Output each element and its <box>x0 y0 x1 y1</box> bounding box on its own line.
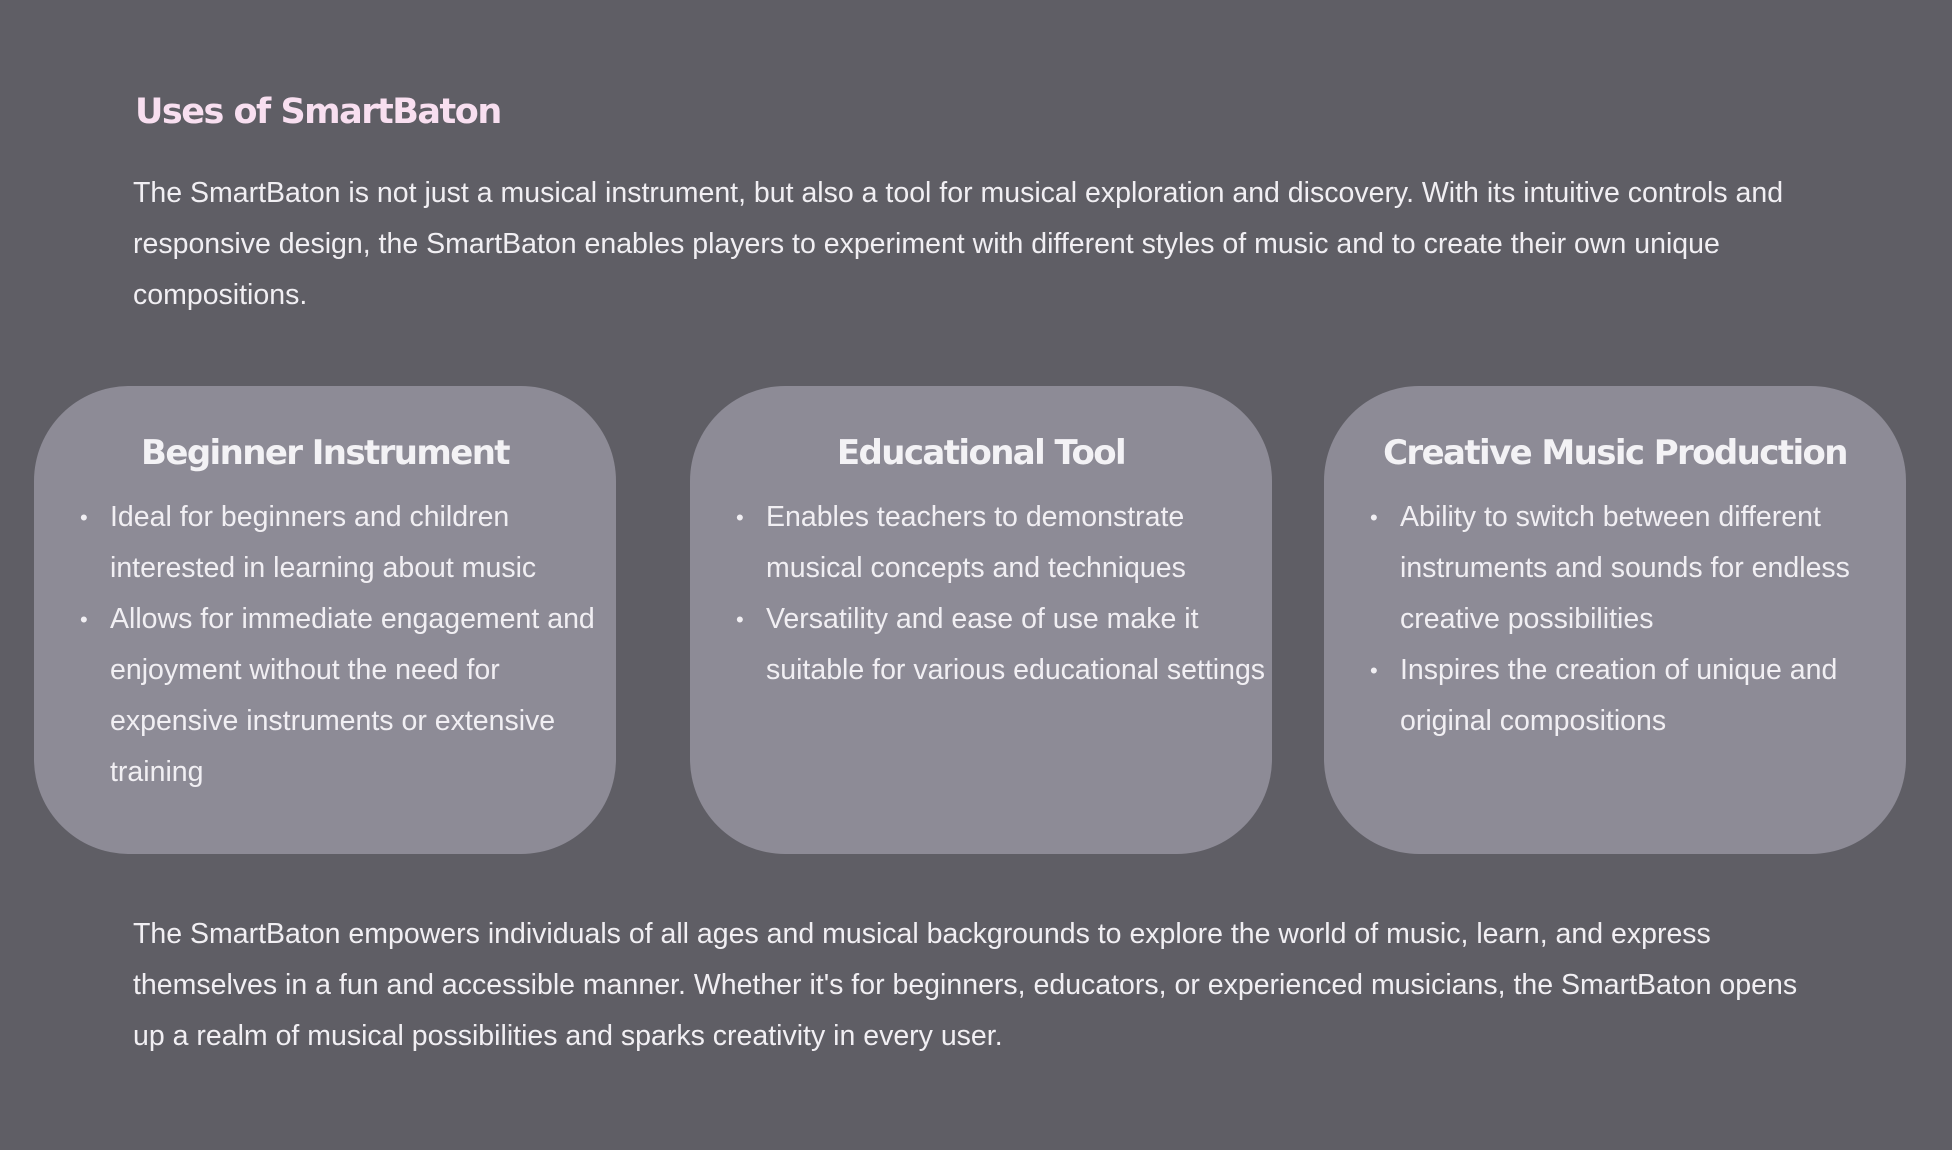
card-creative-music-production <box>1324 386 1906 854</box>
card-list <box>80 492 610 798</box>
list-item-text: Allows for immediate engagement and enjoyment without the need for expensive instruments or extensive training <box>110 603 595 788</box>
bullet-icon: • <box>736 607 744 632</box>
list-item-text: Enables teachers to demonstrate musical concepts and techniques <box>766 501 1186 584</box>
bullet-icon: • <box>80 607 88 632</box>
list-item <box>736 492 1266 594</box>
list-item <box>736 594 1266 696</box>
list-item-text: Inspires the creation of unique and original compositions <box>1400 654 1838 737</box>
bullet-icon: • <box>736 505 744 530</box>
list-item-text: Ideal for beginners and children interested in learning about music <box>110 501 537 584</box>
card-list <box>1370 492 1900 747</box>
closing-paragraph: The SmartBaton empowers individuals of all ages and musical backgrounds to explore the world of music, learn, and express themselves in a fun and accessible manner. Whether it's for beginners, educators, or experienced musicians, the SmartBaton opens up a realm of musical possibilities and sparks creativity in every user. <box>133 918 1798 1052</box>
list-item <box>1370 492 1900 645</box>
list-item <box>80 492 610 594</box>
list-item <box>80 594 610 798</box>
list-item-text: Versatility and ease of use make it suitable for various educational settings <box>766 603 1266 686</box>
intro-paragraph: The SmartBaton is not just a musical instrument, but also a tool for musical exploration and discovery. With its intuitive controls and responsive design, the SmartBaton enables players to experiment with different styles of music and to create their own unique compositions. <box>133 177 1784 311</box>
page-title: Uses of SmartBaton <box>135 92 501 132</box>
card-title: Educational Tool <box>836 433 1126 473</box>
card-title: Creative Music Production <box>1383 433 1847 473</box>
bullet-icon: • <box>80 505 88 530</box>
card-list <box>736 492 1266 696</box>
card-title: Beginner Instrument <box>141 433 509 473</box>
bullet-icon: • <box>1370 658 1378 683</box>
list-item-text: Ability to switch between different instruments and sounds for endless creative possibilities <box>1400 501 1850 635</box>
bullet-icon: • <box>1370 505 1378 530</box>
card-educational-tool <box>690 386 1272 854</box>
list-item <box>1370 645 1900 747</box>
card-beginner-instrument <box>34 386 616 854</box>
